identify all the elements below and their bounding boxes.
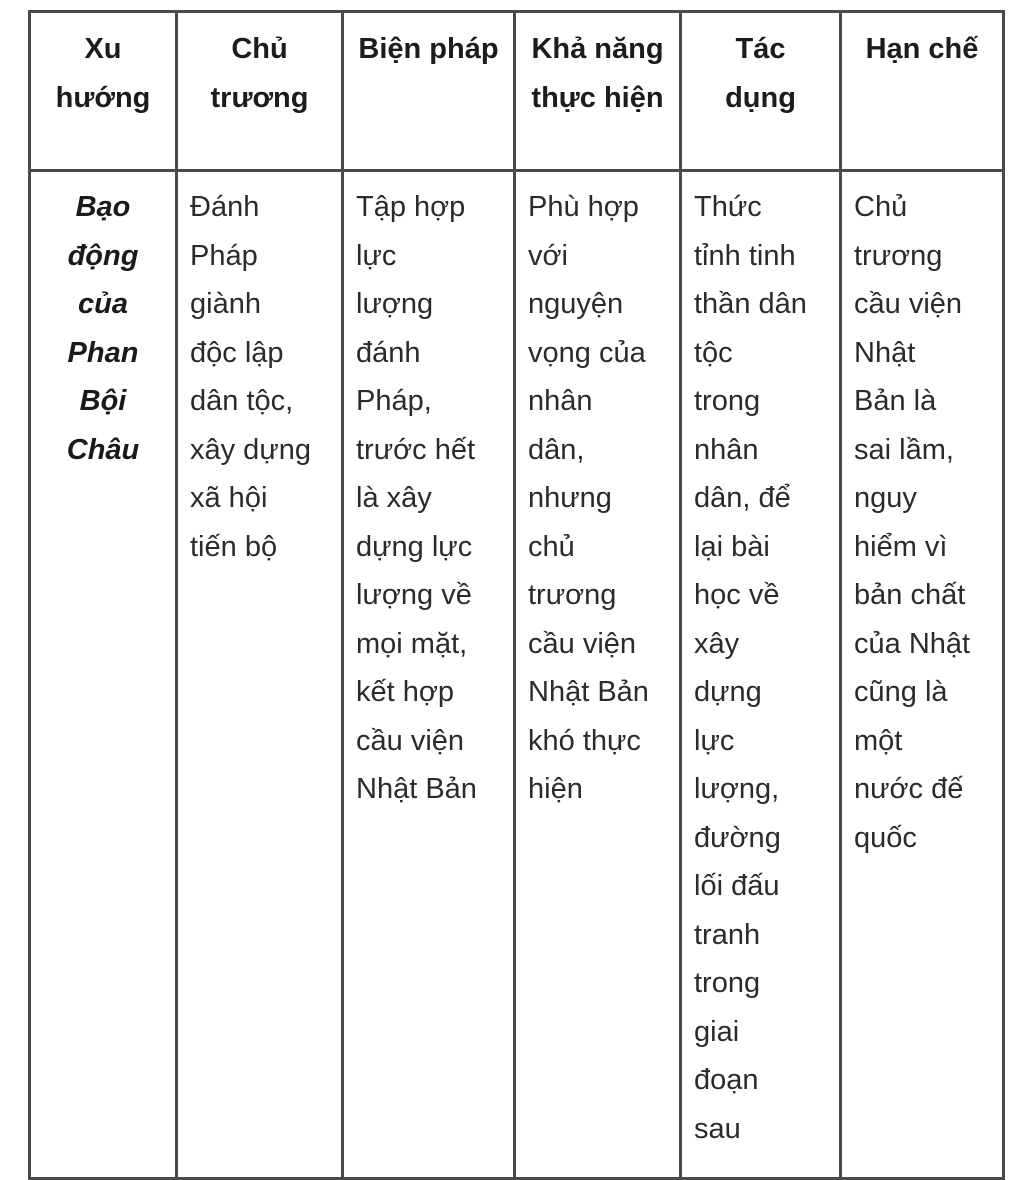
cell-line: Bạo <box>75 191 131 223</box>
cell-line: cầu viện <box>528 627 637 660</box>
cell-chu-truong <box>177 171 343 1179</box>
cell-line: tộc <box>694 336 733 369</box>
cell-line: Nhật <box>854 336 916 369</box>
header-chu-truong <box>177 12 343 171</box>
cell-line: lượng, <box>694 773 780 805</box>
header-line: Chủ <box>231 33 288 65</box>
cell-line: trước hết <box>356 433 476 466</box>
header-han-che <box>841 12 1004 171</box>
header-line: Hạn chế <box>865 33 979 65</box>
cell-line: bản chất <box>854 579 966 611</box>
cell-line: lối đấu <box>694 870 780 902</box>
cell-line: của Nhật <box>854 627 971 660</box>
cell-line: xây <box>694 627 740 660</box>
cell-line: mọi mặt, <box>356 627 468 660</box>
cell-line: nguyện <box>528 288 624 320</box>
cell-line: kết hợp <box>356 676 455 708</box>
cell-line: nhân <box>694 433 759 466</box>
cell-line: đánh <box>356 336 421 369</box>
header-kha-nang <box>515 12 681 171</box>
cell-line: với <box>528 239 568 272</box>
cell-line: xây dựng <box>190 433 311 466</box>
cell-line: trương <box>528 579 617 611</box>
cell-line: lại bài <box>694 530 770 563</box>
cell-line: tiến bộ <box>190 530 278 563</box>
header-line: hướng <box>55 81 151 114</box>
cell-line: sai lầm, <box>854 433 954 466</box>
header-row <box>30 12 1004 171</box>
cell-line: là xây <box>356 482 432 514</box>
cell-line: dân, <box>528 433 585 466</box>
cell-line: dựng <box>694 676 762 708</box>
cell-kha-nang <box>515 171 681 1179</box>
cell-line: Phù hợp <box>528 191 639 223</box>
cell-line: vọng của <box>528 336 646 369</box>
cell-line: Bản là <box>854 385 937 417</box>
cell-line: nguy <box>854 482 917 514</box>
cell-line: động <box>67 239 139 272</box>
cell-line: hiện <box>528 773 583 805</box>
cell-line: một <box>854 724 903 757</box>
cell-line: Châu <box>66 433 140 466</box>
cell-line: giai <box>694 1015 740 1048</box>
cell-line: trong <box>694 967 761 999</box>
cell-line: lượng <box>356 288 434 320</box>
cell-line: Tập hợp <box>356 191 466 223</box>
cell-line: trong <box>694 385 761 417</box>
cell-han-che <box>841 171 1004 1179</box>
cell-line: cầu viện <box>356 724 465 757</box>
cell-bien-phap <box>343 171 515 1179</box>
cell-line: nước đế <box>854 773 964 805</box>
cell-line: quốc <box>854 821 917 854</box>
cell-line: chủ <box>528 530 575 563</box>
cell-line: sau <box>694 1112 741 1145</box>
cell-line: nhưng <box>528 482 612 514</box>
cell-line: tỉnh tinh <box>694 239 796 272</box>
header-bien-phap <box>343 12 515 171</box>
cell-line: Thức <box>694 191 762 223</box>
cell-line: đường <box>694 821 781 854</box>
cell-line: Nhật Bản <box>528 676 649 708</box>
cell-line: lực <box>694 724 735 757</box>
cell-line: Bội <box>79 385 127 417</box>
header-line: Xu <box>84 33 122 65</box>
cell-tac-dung <box>681 171 841 1179</box>
header-line: thực hiện <box>531 81 664 114</box>
table-row <box>30 171 1004 1179</box>
cell-line: cũng là <box>854 676 948 708</box>
cell-line: nhân <box>528 385 593 417</box>
comparison-table <box>28 10 1005 1180</box>
cell-line: của <box>78 288 128 320</box>
cell-line: cầu viện <box>854 288 963 320</box>
cell-line: Pháp, <box>356 385 432 417</box>
header-line: Tác <box>735 33 786 65</box>
cell-line: xã hội <box>190 482 268 514</box>
cell-line: học về <box>694 579 780 611</box>
cell-line: dân, để <box>694 482 791 514</box>
cell-xu-huong <box>30 171 177 1179</box>
cell-line: đoạn <box>694 1064 759 1096</box>
header-xu-huong <box>30 12 177 171</box>
cell-line: lượng về <box>356 579 472 611</box>
header-line: Biện pháp <box>358 33 499 65</box>
header-line: dụng <box>725 81 796 114</box>
cell-line: Đánh <box>190 191 260 223</box>
cell-line: Nhật Bản <box>356 773 477 805</box>
cell-line: lực <box>356 239 397 272</box>
cell-line: dựng lực <box>356 530 473 563</box>
header-line: trương <box>210 81 309 114</box>
cell-line: tranh <box>694 918 761 951</box>
cell-line: Pháp <box>190 239 258 272</box>
header-tac-dung <box>681 12 841 171</box>
cell-line: thần dân <box>694 288 807 320</box>
cell-line: dân tộc, <box>190 385 294 417</box>
cell-line: khó thực <box>528 724 641 757</box>
cell-line: hiểm vì <box>854 530 948 563</box>
cell-line: giành <box>190 288 261 320</box>
cell-line: Chủ <box>854 191 908 223</box>
cell-line: Phan <box>67 336 139 369</box>
cell-line: trương <box>854 239 943 272</box>
header-line: Khả năng <box>531 33 664 65</box>
cell-line: độc lập <box>190 336 284 369</box>
